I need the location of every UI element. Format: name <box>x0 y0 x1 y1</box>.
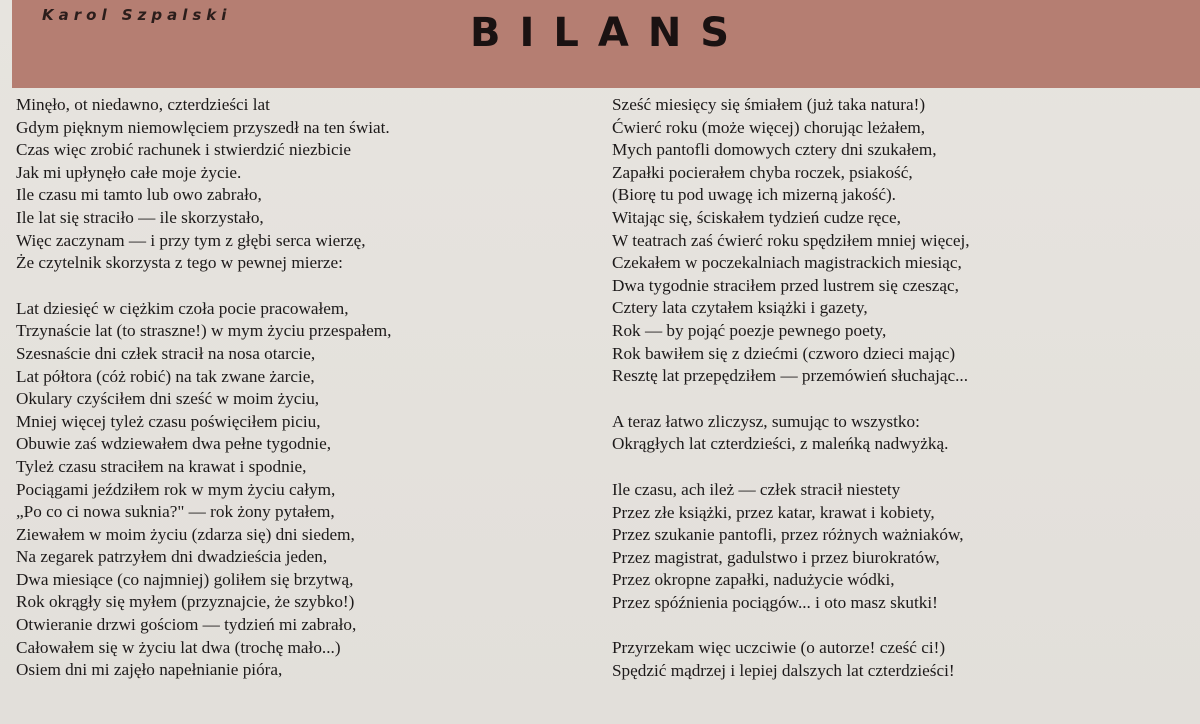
poem-line: Tyleż czasu straciłem na krawat i spodnie, <box>16 456 307 476</box>
author-name: Karol Szpalski <box>42 6 232 24</box>
poem-line: Rok bawiłem się z dziećmi (czworo dzieci mając) <box>612 343 956 363</box>
poem-title: BILANS <box>470 10 749 56</box>
poem-line: Osiem dni mi zajęło napełnianie pióra, <box>16 660 283 680</box>
poem-line: Rok — by pojąć poezje pewnego poety, <box>612 320 887 340</box>
poem-line: Przez magistrat, gadulstwo i przez biurokratów, <box>612 547 940 567</box>
poem-line: W teatrach zaś ćwierć roku spędziłem mniej więcej, <box>612 230 970 250</box>
poem-line: A teraz łatwo zliczysz, sumując to wszystko: <box>612 411 920 431</box>
poem-line: Gdym pięknym niemowlęciem przyszedł na ten świat. <box>16 117 390 137</box>
poem-line: Że czytelnik skorzysta z tego w pewnej mierze: <box>16 253 343 273</box>
stanza-gap <box>16 275 391 298</box>
header-band <box>12 0 1200 88</box>
poem-line: Otwieranie drzwi gościom — tydzień mi zabrało, <box>16 615 357 635</box>
poem-line: Ile lat się straciło — ile skorzystało, <box>16 207 264 227</box>
poem-line: Dwa tygodnie straciłem przed lustrem się czesząc, <box>612 275 959 295</box>
poem-line: Pociągami jeździłem rok w mym życiu całym, <box>16 479 336 499</box>
poem-line: „Po co ci nowa suknia?" — rok żony pytałem, <box>16 502 335 522</box>
stanza-gap <box>612 388 970 411</box>
poem-line: Przez szukanie pantofli, przez różnych ważniaków, <box>612 525 964 545</box>
poem-line: Okrągłych lat czterdzieści, z maleńką nadwyżką. <box>612 434 949 454</box>
poem-line: Przez spóźnienia pociągów... i oto masz skutki! <box>612 592 938 612</box>
poem-line: (Biorę tu pod uwagę ich mizerną jakość). <box>612 185 896 205</box>
poem-line: Ćwierć roku (może więcej) chorując leżałem, <box>612 117 926 137</box>
poem-line: Resztę lat przepędziłem — przemówień słuchając... <box>612 366 969 386</box>
poem-line: Witając się, ściskałem tydzień cudze ręce, <box>612 207 901 227</box>
poem-line: Zapałki pocierałem chyba roczek, psiakość, <box>612 162 913 182</box>
poem-line: Przez złe książki, przez katar, krawat i kobiety, <box>612 502 935 522</box>
poem-line: Sześć miesięcy się śmiałem (już taka natura!) <box>612 95 926 114</box>
poem-line: Przyrzekam więc uczciwie (o autorze! cześć ci!) <box>612 638 946 658</box>
poem-line: Ziewałem w moim życiu (zdarza się) dni siedem, <box>16 524 355 544</box>
poem-line: Przez okropne zapałki, nadużycie wódki, <box>612 570 895 590</box>
stanza-gap <box>612 614 970 637</box>
poem-line: Minęło, ot niedawno, czterdzieści lat <box>16 95 270 114</box>
poem-line: Cztery lata czytałem książki i gazety, <box>612 298 868 318</box>
poem-line: Okulary czyściłem dni sześć w moim życiu, <box>16 389 320 409</box>
poem-line: Trzynaście lat (to straszne!) w mym życiu przespałem, <box>16 321 392 341</box>
poem-line: Więc zaczynam — i przy tym z głębi serca wierzę, <box>16 230 366 250</box>
poem-line: Ile czasu mi tamto lub owo zabrało, <box>16 185 262 205</box>
poem-line: Ile czasu, ach ileż — człek stracił niestety <box>612 479 901 499</box>
poem-line: Szesnaście dni człek stracił na nosa otarcie, <box>16 343 316 363</box>
left-column <box>16 94 391 682</box>
right-column <box>612 94 970 683</box>
poem-line: Obuwie zaś wdziewałem dwa pełne tygodnie, <box>16 434 331 454</box>
stanza-gap <box>612 456 970 479</box>
poem-line: Lat półtora (cóż robić) na tak zwane żarcie, <box>16 366 315 386</box>
poem-line: Dwa miesiące (co najmniej) goliłem się brzytwą, <box>16 569 354 589</box>
poem-line: Rok okrągły się myłem (przyznajcie, że szybko!) <box>16 592 355 612</box>
poem-line: Spędzić mądrzej i lepiej dalszych lat czterdzieści! <box>612 661 955 681</box>
poem-line: Mniej więcej tyleż czasu poświęciłem piciu, <box>16 411 321 431</box>
poem-line: Na zegarek patrzyłem dni dwadzieścia jeden, <box>16 547 328 567</box>
poem-line: Mych pantofli domowych cztery dni szukałem, <box>612 140 937 160</box>
poem-line: Czekałem w poczekalniach magistrackich miesiąc, <box>612 253 962 273</box>
poem-line: Całowałem się w życiu lat dwa (trochę mało...) <box>16 637 341 657</box>
poem-line: Lat dziesięć w ciężkim czoła pocie pracowałem, <box>16 298 349 318</box>
poem-line: Czas więc zrobić rachunek i stwierdzić niezbicie <box>16 140 351 160</box>
poem-line: Jak mi upłynęło całe moje życie. <box>16 162 242 182</box>
